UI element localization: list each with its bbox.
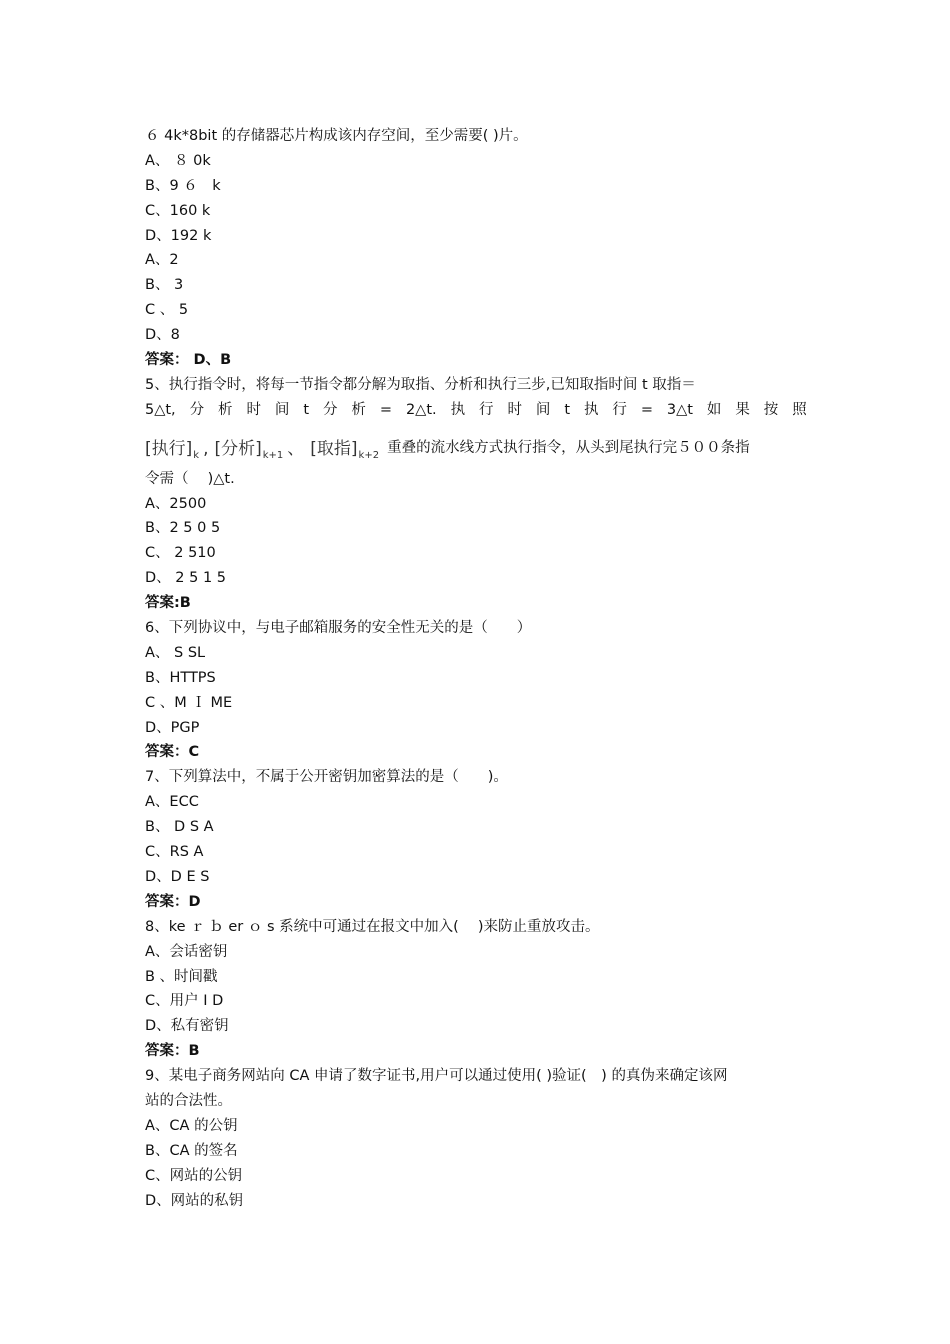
q5-word: 行 <box>612 401 627 418</box>
q8-stem: 8、ke ｒ ｂ er ｏ s 系统中可通过在报文中加入( )来防止重放攻击。 <box>145 918 600 935</box>
q5-word: 间 <box>274 401 290 418</box>
q5-stem-line2 <box>145 398 807 423</box>
q5-word: 析 <box>218 401 233 418</box>
q4-option-d2: D、8 <box>145 327 180 344</box>
q6-option-c: C 、M Ｉ ME <box>145 694 233 711</box>
q9-stem-line2: 站的合法性。 <box>145 1092 232 1109</box>
formula-execute: [执行] <box>145 439 193 460</box>
q5-word: 照 <box>792 401 807 418</box>
q7-answer: 答案：D <box>145 893 201 910</box>
q5-word: 执 <box>583 401 599 418</box>
q6-option-b: B、HTTPS <box>145 669 216 686</box>
q4-option-c2: C 、 5 <box>145 302 189 319</box>
q5-word: = <box>379 401 393 418</box>
q5-word: 如 <box>706 401 722 418</box>
q5-stem-line3-text: 重叠的流水线方式执行指令，从头到尾执行完５００条指 <box>387 440 750 457</box>
q5-word: t <box>303 401 310 418</box>
q6-answer: 答案：C <box>145 744 200 761</box>
q5-word: 2△t. <box>405 401 437 418</box>
q5-word: 果 <box>735 401 750 418</box>
q4-option-c1: C、160 k <box>145 202 211 219</box>
q5-word: = <box>640 401 653 418</box>
q5-word: 按 <box>763 401 779 418</box>
q5-word: 行 <box>479 401 494 418</box>
q8-option-c: C、用户 I D <box>145 993 224 1010</box>
q6-stem: 6、下列协议中，与电子邮箱服务的安全性无关的是（ ） <box>145 620 532 637</box>
pipeline-formula-image <box>145 434 380 462</box>
q5-option-d: D、 2 5 1 5 <box>145 570 227 587</box>
q5-word: 时 <box>507 401 522 418</box>
q4-option-a1: A、 ８ 0k <box>145 152 211 169</box>
q5-word: 分 <box>322 401 338 418</box>
q5-option-b: B、2 5 0 5 <box>145 520 221 537</box>
formula-sub-k1: k+1 <box>262 450 284 462</box>
q5-stem-line1: 5、执行指令时，将每一节指令都分解为取指、分析和执行三步,已知取指时间 t 取指＝ <box>145 376 696 393</box>
formula-sub-k: k <box>193 450 200 462</box>
q8-option-b: B 、时间戳 <box>145 968 218 985</box>
q5-word: 分 <box>189 401 205 418</box>
q4-answer: 答案： D、B <box>145 352 232 369</box>
q9-stem-line1: 9、某电子商务网站向 CA 申请了数字证书,用户可以通过使用( )验证( ) 的真伪来确定该网 <box>145 1068 728 1085</box>
q9-option-c: C、网站的公钥 <box>145 1167 243 1184</box>
formula-analyze: [分析] <box>214 439 262 460</box>
q5-option-c: C、 2 510 <box>145 545 216 562</box>
q5-option-a: A、2500 <box>145 495 207 512</box>
q4-option-d1: D、192 k <box>145 227 212 244</box>
q5-word: 执 <box>450 401 466 418</box>
q4-stem: ６ 4k*8bit 的存储器芯片构成该内存空间，至少需要( )片。 <box>145 128 528 144</box>
q8-answer: 答案：B <box>145 1043 200 1060</box>
q5-word: 间 <box>535 401 551 418</box>
q5-word: 5△t, <box>145 401 176 418</box>
q7-option-c: C、RS A <box>145 844 204 861</box>
q7-stem: 7、下列算法中，不属于公开密钥加密算法的是（ )。 <box>145 769 508 786</box>
q5-answer: 答案:B <box>145 595 191 612</box>
q7-option-d: D、D E S <box>145 868 210 885</box>
formula-sub-k2: k+2 <box>358 450 380 462</box>
q5-word: 3△t <box>666 401 693 418</box>
q6-option-a: A、 S SL <box>145 644 206 661</box>
q5-word: 时 <box>246 401 261 418</box>
q7-option-a: A、ECC <box>145 794 199 811</box>
q8-option-d: D、私有密钥 <box>145 1018 229 1035</box>
q6-option-d: D、PGP <box>145 719 200 736</box>
q7-option-b: B、 D S A <box>145 819 214 836</box>
q4-option-b1: B、9 ６ k <box>145 177 221 194</box>
q9-option-b: B、CA 的签名 <box>145 1142 238 1159</box>
document-page <box>145 124 807 1213</box>
q4-option-a2: A、2 <box>145 252 179 269</box>
formula-comma: , <box>203 439 209 460</box>
q8-option-a: A、会话密钥 <box>145 943 228 960</box>
q5-stem-line4: 令需（ )△t. <box>145 470 235 487</box>
q5-word: t <box>564 401 570 418</box>
q9-option-a: A、CA 的公钥 <box>145 1117 238 1134</box>
q9-option-d: D、网站的私钥 <box>145 1192 244 1209</box>
formula-fetch: [取指] <box>310 439 358 460</box>
formula-dunhao: 、 <box>287 439 305 460</box>
q5-stem-line3 <box>145 427 807 467</box>
q5-word: 析 <box>351 401 366 418</box>
q4-option-b2: B、 3 <box>145 277 184 294</box>
